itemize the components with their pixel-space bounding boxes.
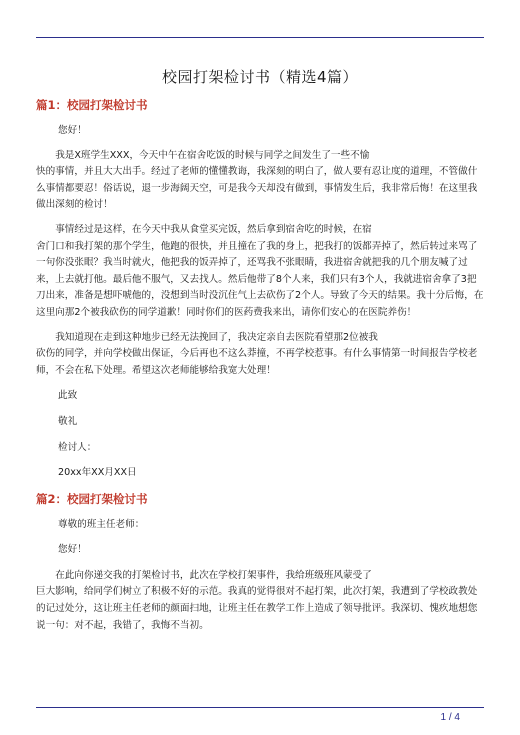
paragraph-3-rest: 砍伤的同学，并向学校做出保证，今后再也不这么莽撞，不再学校惹事。有什么事情第一时间报告学校老师，不会在私下处理。希望这次老师能够给我宽大处理！ [36,348,478,376]
header-rule [36,37,484,38]
paragraph-2-line-1: 事情经过是这样，在今天中我从食堂买完饭，然后拿到宿舍吃的时候，在宿 [55,223,372,235]
page-indicator: 1 / 4 [440,712,460,723]
paragraph-3-line-1: 我知道现在走到这种地步已经无法挽回了，我决定亲自去医院看望那2位被我 [55,331,378,343]
section-heading-2: 篇2：校园打架检讨书 [36,491,148,506]
date-line: 20xx年XX月XX日 [58,467,137,479]
section2-paragraph-1-rest: 巨大影响，给同学们树立了积极不好的示范。我真的觉得很对不起打架，此次打架，我遭到了学校政教处的记过处分，这让班主任老师的颜面扫地，让班主任在教学工作上造成了领导批评。我深切、愧疚地想您说一句：对不起，我错了，我悔不当初。 [36,586,478,631]
greeting-2: 您好！ [58,544,87,556]
document-title: 校园打架检讨书（精选4篇） [161,68,359,86]
section-heading-1: 篇1：校园打架检讨书 [36,98,148,112]
paragraph-1-rest: 快的事情，并且大大出手。经过了老师的懂懂教诲，我深刻的明白了，做人要有忍让度的道理，不管做什么事情都要忍！俗话说，退一步海阔天空，可是我今天却没有做到，事情发生后，我非常后悔！在这里我做出深刻的检讨！ [36,166,478,211]
footer-rule [36,707,484,708]
signer-label: 检讨人： [58,441,97,453]
closing-salute: 敬礼 [58,415,78,427]
paragraph-1-line-1: 我是X班学生XXX，今天中午在宿舍吃饭的时候与同学之间发生了一些不愉 [55,149,370,161]
section2-paragraph-1-line-1: 在此向你递交我的打架检讨书，此次在学校打架事件，我给班级班风蒙受了 [55,569,372,581]
greeting-1: 您好！ [58,125,87,136]
closing-regards: 此致 [58,390,78,402]
document-body [36,97,484,634]
salutation-2: 尊敬的班主任老师： [58,518,145,530]
paragraph-2-rest: 舍门口和我打架的那个学生，他跑的很快，并且撞在了我的身上，把我打的饭都弄掉了，然后转过来骂了一句你没张眼？我当时就火，他把我的饭弄掉了，还骂我不张眼睛，我进宿舍就把我的几个朋友喊了过来，上去就打他。最后他不服气，又去找人。然后他带了8个人来，我们只有3个人，我就进宿舍拿了3把刀出来，准备是想吓唬他的，没想到当时没沉住气上去砍伤了2个人。导致了今天的结果。我十分后悔，在这里向那2个被我砍伤的同学道歉！同时你们的医药费我来出，请你们安心的在医院养伤！ [36,240,484,318]
